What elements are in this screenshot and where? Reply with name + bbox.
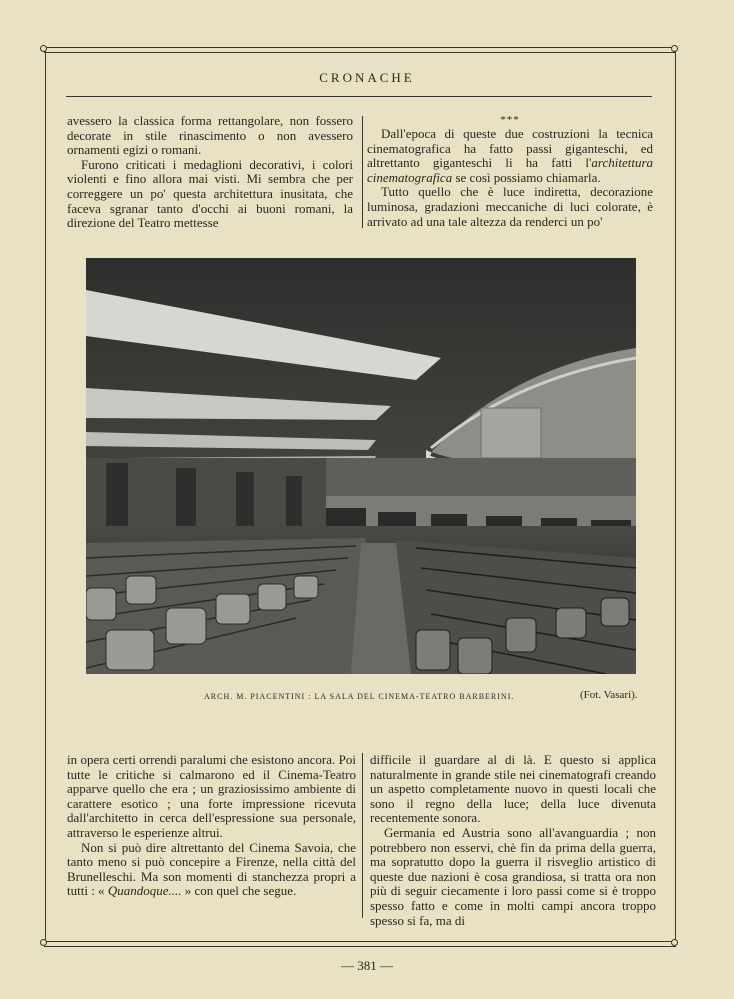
paragraph: avessero la classica forma rettangolare, non fossero decorate in stile rinascimento o non avessero ornamenti egizi o romani. — [67, 113, 353, 158]
page-number: — 381 — — [341, 958, 393, 973]
paragraph — [67, 841, 356, 899]
bottom-right-column — [370, 753, 656, 928]
header-rule — [66, 96, 652, 97]
frame-bottom-rule — [44, 941, 676, 947]
cinema-hall-photo — [86, 258, 636, 674]
top-left-column — [67, 114, 353, 231]
paragraph-text: se così possiamo chiamarla. — [452, 169, 601, 185]
paragraph-text: » con quel che segue. — [181, 883, 297, 899]
section-separator: *** — [500, 114, 520, 126]
paragraph: Furono criticati i medaglioni decorativi, i colori violenti e fino allora mai visti. Mi sembra che per correggere un po' questa architettura inusitata, che faceva sgranar tanto d'occhi ai buoni romani, la direzione del Teatro mettesse — [67, 156, 353, 231]
italic-term: architettura cinematografica — [367, 155, 653, 185]
running-head: CRONACHE — [319, 70, 415, 85]
cinema-hall-illustration — [86, 258, 636, 674]
paragraph: Germania ed Austria sono all'avanguardia ; non potrebbero non esservi, chè fin da prima della guerra, ma sopratutto dopo la guerra il risveglio artistico di queste due nazioni è cosa grandiosa, si tratta ora non più di seguir ciecamente i loro passi come si è troppo spesso fatto e come in molti campi ancora troppo spesso si fa, ma di — [370, 824, 656, 928]
photo-credit: (Fot. Vasari). — [580, 689, 638, 701]
frame-corner-ornament — [40, 45, 47, 52]
paragraph: in opera certi orrendi paralumi che esistono ancora. Poi tutte le critiche si calmarono ed il Cinema-Teatro apparve quello che era ; un graziosissimo ambiente di carattere esotico ; una forte impressione ricevuta dall'architetto in cerca dell'espressione sua personale, attraverso le esperienze altrui. — [67, 752, 356, 840]
column-divider — [362, 116, 363, 228]
paragraph — [367, 127, 653, 185]
italic-quote: Quandoque.... — [107, 883, 182, 899]
paragraph: difficile il guardare al di là. E questo si applica naturalmente in grande stile nei cinematografi creando un aspetto completamente nuovo in questi locali che sono il regno della luce; della luce divenuta recentemente sonora. — [370, 752, 656, 826]
pillar — [236, 472, 254, 526]
frame-corner-ornament — [40, 939, 47, 946]
column-divider — [362, 753, 363, 918]
frame-top-rule — [44, 47, 676, 53]
paragraph: Tutto quello che è luce indiretta, decorazione luminosa, gradazioni meccaniche di luci colorate, è arrivato ad una tale altezza da renderci un po' — [367, 184, 653, 229]
frame-left-rule — [45, 49, 46, 944]
top-right-column — [367, 114, 653, 229]
frame-corner-ornament — [671, 939, 678, 946]
paragraph-text: Non si può dire altrettanto del Cinema Savoia, che tanto meno si può concepire a Firenze, nella città del Brunelleschi. Ma son momenti di stanchezza propri a tutti : « — [67, 839, 356, 899]
figure-caption: ARCH. M. PIACENTINI : LA SALA DEL CINEMA-TEATRO BARBERINI. — [204, 692, 515, 701]
bottom-left-column — [67, 753, 356, 899]
pillar — [176, 468, 196, 526]
pillar — [106, 463, 128, 528]
frame-right-rule — [675, 49, 676, 944]
frame-corner-ornament — [671, 45, 678, 52]
paragraph-text: Dall'epoca di queste due costruzioni la tecnica cinematografica ha fatto passi giganteschi, ed altrettanto giganteschi li ha fatti l' — [367, 126, 653, 171]
pillar — [286, 476, 302, 526]
